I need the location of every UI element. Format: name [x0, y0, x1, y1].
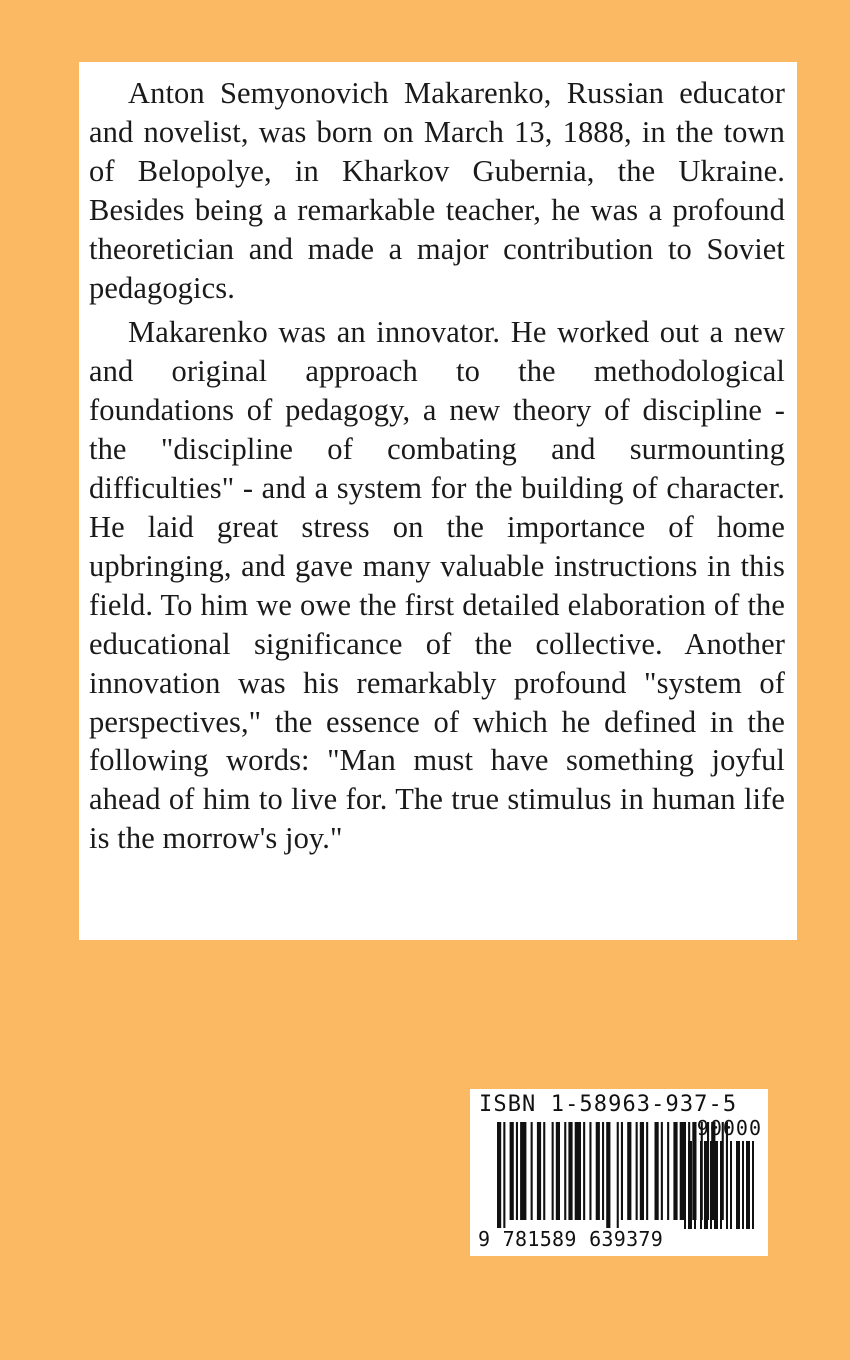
barcode-bar [537, 1122, 541, 1220]
barcode-bar [497, 1122, 501, 1228]
blurb-paragraph-1: Anton Semyonovich Makarenko, Russian educator and novelist, was born on March 13, 1888, in the town of Belopolye, in Kharkov Gubernia, the Ukraine. Besides being a remarkable teacher, he was a profound theoretician and made a major contribution to Soviet pedagogics. [89, 76, 785, 305]
blurb-paragraph-2: Makarenko was an innovator. He worked out a new and original approach to the methodological foundations of pedagogy, a new theory of discipline - the "discipline of combating and surmounting difficulties" - and a system for the building of character. He laid great stress on the importance of home upbringing, and gave many valuable instructions in this field. To him we owe the first detailed elaboration of the educational significance of the collective. Another innovation was his remarkably profound "system of perspectives," the essence of which he defined in the following words: "Man must have something joyful ahead of him to live for. The true stimulus in human life is the morrow's joy." [89, 315, 785, 856]
barcode-bar [636, 1122, 638, 1220]
barcode-bar [673, 1122, 677, 1220]
barcode-bar [661, 1122, 663, 1220]
barcode-bar [602, 1122, 604, 1220]
addon-bar [726, 1141, 728, 1229]
barcode-bar [596, 1122, 600, 1220]
barcode-bar [655, 1122, 659, 1220]
ean-digits: 9 781589 639379 [478, 1227, 664, 1251]
barcode-bar [531, 1122, 533, 1220]
isbn-barcode-block [470, 1089, 768, 1256]
addon-bar [736, 1141, 740, 1229]
addon-bar [684, 1141, 686, 1229]
addon-bar [694, 1141, 696, 1229]
barcode-bar [556, 1122, 560, 1220]
barcode-bar [568, 1122, 572, 1220]
addon-bar [742, 1141, 744, 1229]
barcode-bar [520, 1122, 526, 1220]
addon-bar [720, 1141, 722, 1229]
price-code: 90000 [696, 1116, 762, 1140]
addon-bar [752, 1141, 754, 1229]
addon-bar [688, 1141, 692, 1229]
barcode-bar [543, 1122, 545, 1220]
barcode-bar [617, 1122, 619, 1228]
barcode-bar [583, 1122, 585, 1220]
isbn-label: ISBN 1-58963-937-5 [479, 1092, 738, 1117]
barcode-bar [621, 1122, 623, 1220]
blurb-panel [79, 62, 797, 940]
barcode-bar [516, 1122, 518, 1220]
addon-bar [710, 1141, 712, 1229]
barcode-bar [640, 1122, 644, 1220]
barcode-bar [606, 1122, 610, 1228]
barcode-bar [589, 1122, 591, 1220]
barcode-bar [575, 1122, 581, 1220]
barcode-bar [503, 1122, 505, 1228]
barcode-bar [646, 1122, 648, 1220]
addon-bar [714, 1141, 718, 1229]
addon-bar [700, 1141, 702, 1229]
addon-bar [730, 1141, 732, 1229]
addon-bar [746, 1141, 750, 1229]
barcode-bar [564, 1122, 566, 1220]
barcode-bar [552, 1122, 554, 1220]
addon-bar [704, 1141, 708, 1229]
barcode-bar [627, 1122, 631, 1220]
barcode-bar [510, 1122, 514, 1220]
barcode-bar [667, 1122, 669, 1220]
